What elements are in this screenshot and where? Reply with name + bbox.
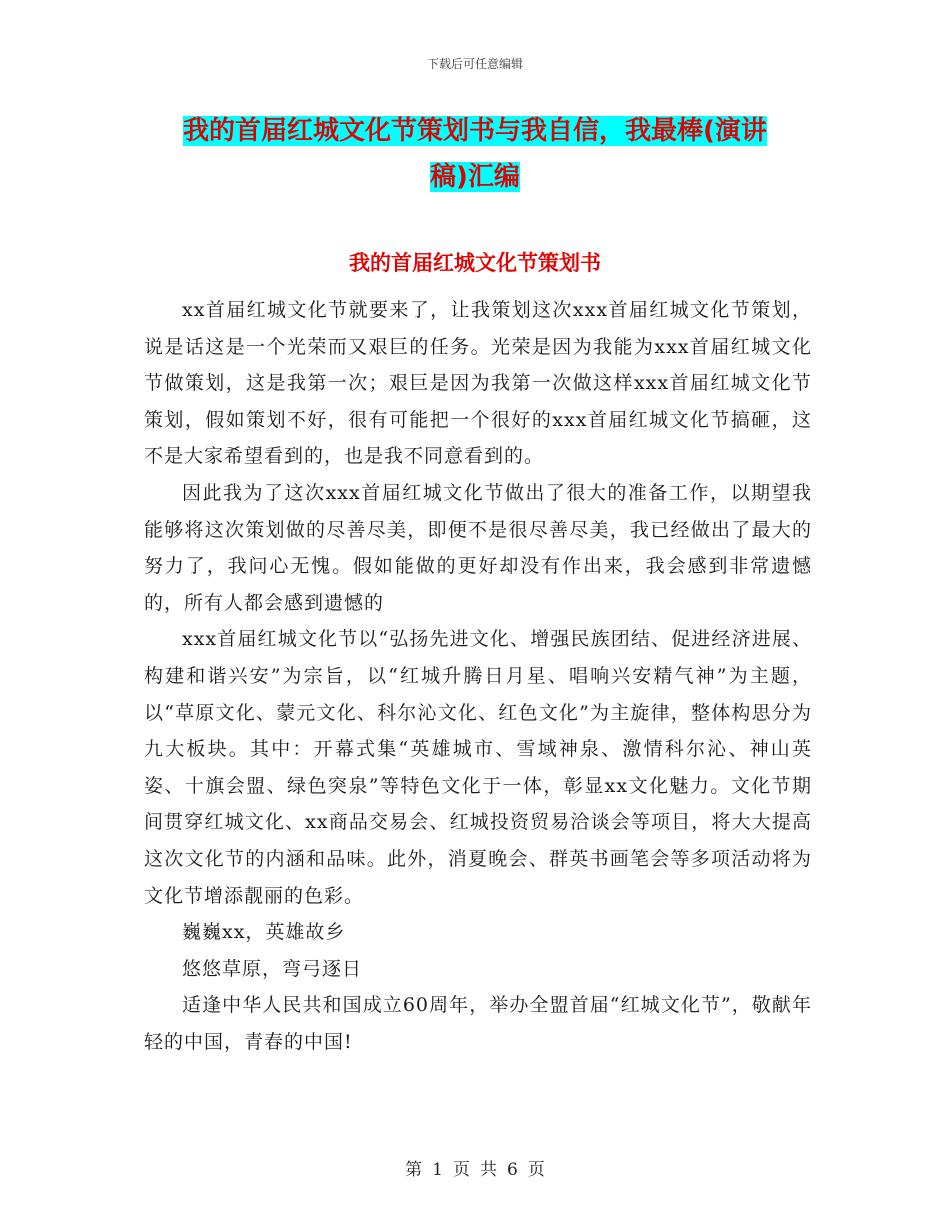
footer-total-word: 共 <box>480 1160 497 1180</box>
footer-prefix: 第 <box>405 1160 423 1180</box>
section-heading: 我的首届红城文化节策划书 <box>349 251 601 275</box>
total-page-number: 6 <box>507 1160 518 1180</box>
header-note: 下载后可任意编辑 <box>426 57 523 71</box>
paragraph: xxx首届红城文化节以“弘扬先进文化、增强民族团结、促进经济进展、构建和谐兴安”为宗旨，以“红城升腾日月星、唱响兴安精气神”为主题，以“草原文化、蒙元文化、科尔沁文化、红色文化”为主旋律，整体构思分为九大板块。其中：开幕式集“英雄城市、雪域神泉、激情科尔沁、神山英姿、十旗会盟、绿色突泉”等特色文化于一体，彰显xx文化魅力。文化节期间贯穿红城文化、xx商品交易会、红城投资贸易洽谈会等项目，将大大提高这次文化节的内涵和品味。此外，消夏晚会、群英书画笔会等多项活动将为文化节增添靓丽的色彩。 <box>144 628 812 907</box>
current-page-number: 1 <box>432 1160 443 1180</box>
paragraph: 巍巍xx，英雄故乡 <box>182 921 346 944</box>
document-title <box>150 108 800 200</box>
paragraph: xx首届红城文化节就要来了，让我策划这次xxx首届红城文化节策划，说是话这是一个光荣而又艰巨的任务。光荣是因为我能为xxx首届红城文化节做策划，这是我第一次；艰巨是因为我第一次做这样xxx首届红城文化节策划，假如策划不好，很有可能把一个很好的xxx首届红城文化节搞砸，这不是大家希望看到的，也是我不同意看到的。 <box>144 299 812 468</box>
paragraph: 因此我为了这次xxx首届红城文化节做出了很大的准备工作，以期望我能够将这次策划做的尽善尽美，即便不是很尽善尽美，我已经做出了最大的努力了，我问心无愧。假如能做的更好却没有作出来，我会感到非常遗憾的，所有人都会感到遗憾的 <box>144 481 812 614</box>
body-text <box>144 292 812 1060</box>
footer-page-word: 页 <box>453 1160 470 1180</box>
title-line-2: 稿)汇编 <box>430 162 520 192</box>
paragraph: 适逢中华人民共和国成立60周年，举办全盟首届“红城文化节”，敬献年轻的中国，青春的中国! <box>144 994 812 1053</box>
page-footer <box>0 1155 950 1180</box>
footer-suffix: 页 <box>527 1160 545 1180</box>
paragraph: 悠悠草原，弯弓逐日 <box>182 957 363 980</box>
title-line-1: 我的首届红城文化节策划书与我自信，我最棒(演讲 <box>183 116 767 146</box>
